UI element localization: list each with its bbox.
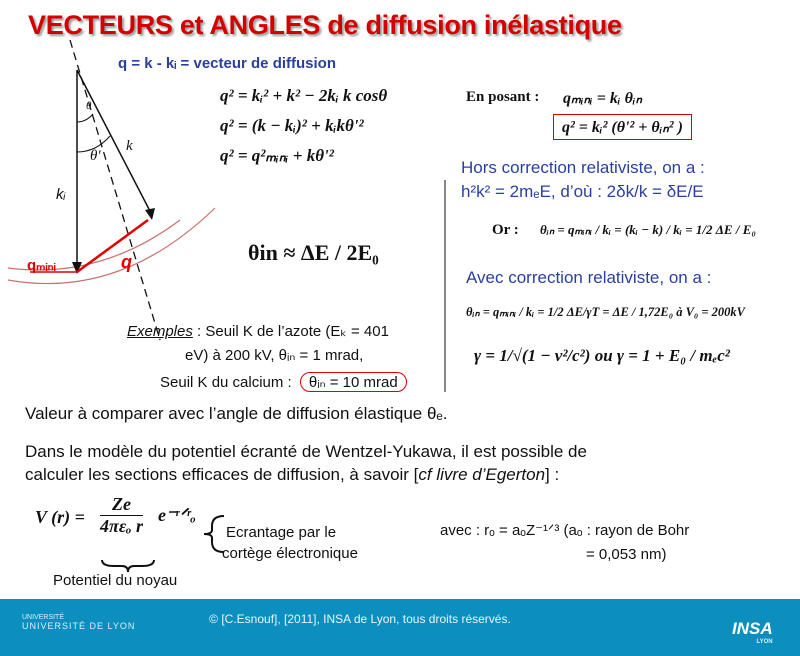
potential-lhs: V (r) = [35,507,85,527]
examples-line-1-text: : Seuil K de l’azote (Eₖ = 401 [192,323,389,340]
university-logo-small: UNIVERSITÉ [22,614,65,621]
paragraph-wentzel-line-2 [25,465,559,485]
avec-r0: avec : rₒ = aₒZ⁻¹ᐟ³ (aₒ : rayon de Bohr [440,522,690,539]
avec-correction-equation: θᵢₙ = qₘᵢₙᵢ / kᵢ = 1/2 ΔE/γT = ΔE / 1,72E₀ à V₀ = 200kV [466,305,746,319]
ecrantage-label: Ecrantage par le [226,524,337,541]
q-definition: q = k - kᵢ = vecteur de diffusion [118,55,337,72]
hors-correction-title: Hors correction relativiste, on a : [461,158,705,177]
examples-line-3-value: θᵢₙ = 10 mrad [300,372,407,392]
diagram-label-theta-prime: θ' [90,148,101,164]
paragraph-wentzel-line-2-a: calculer les sections efficaces de diffusion, à savoir [ [25,465,419,484]
dashed-axis [70,40,160,340]
examples-line-2: eV) à 200 kV, θᵢₙ = 1 mrad, [185,347,364,364]
examples-label: Exemples [127,323,193,340]
diagram-label-k: k [126,138,133,154]
cortege-label: cortège électronique [222,545,358,562]
noyau-label: Potentiel du noyau [53,572,178,589]
k-arrowhead [145,208,155,220]
potential-numerator: Ze [100,494,143,516]
or-equation: θᵢₙ = qₘᵢₙᵢ / kᵢ = (kᵢ − k) / kᵢ = 1/2 ΔE / E₀ [540,222,756,237]
theta-in-approx [248,240,379,266]
diagram-label-theta: θ [86,100,92,112]
copyright-text: © [C.Esnouf], [2011], INSA de Lyon, tous droits réservés. [209,612,511,626]
paragraph-wentzel-line-2-b: ] : [545,465,560,484]
theta-arc [77,114,93,122]
separator-line [444,180,446,392]
footer-bar [0,599,800,656]
diagram-label-ki: kᵢ [56,186,66,203]
university-logo [22,613,135,631]
en-posant-label: En posant : [466,89,540,105]
insa-logo-sub: LYON [756,639,773,645]
insa-logo [732,619,773,645]
page-title: VECTEURS et ANGLES de diffusion inélastique [28,10,622,40]
equation-3: q² = q²ₘᵢₙᵢ + kθ'² [220,146,334,165]
potential-exponential: e⁻ʳᐟʳₒ [158,505,196,525]
paragraph-wentzel-line-1: Dans le modèle du potentiel écranté de Wentzel-Yukawa, il est possible de [25,442,587,461]
equation-1: q² = kᵢ² + k² − 2kᵢ k cosθ [220,86,388,105]
diagram-label-q: q [121,252,132,272]
paragraph-wentzel-egerton: cf livre d’Egerton [418,465,546,484]
university-logo-main: UNIVERSITÉ DE LYON [22,621,136,631]
potential-fraction [100,494,143,537]
paragraph-elastic-angle: Valeur à comparer avec l’angle de diffusion élastique θₑ. [25,404,448,423]
diagram-label-qmini: qₘᵢₙᵢ [27,257,56,274]
examples-line-3 [160,372,407,392]
bohr-value: = 0,053 nm) [586,546,667,563]
hors-correction-relation: h²k² = 2mₑE, d’où : 2δk/k = δE/E [461,182,704,201]
avec-correction-title: Avec correction relativiste, on a : [466,268,712,287]
examples-line-3-prefix: Seuil K du calcium : [160,374,292,391]
or-label: Or : [492,222,519,238]
k-vector [77,70,152,215]
potential-denominator: 4πεₒ r [100,516,143,536]
en-posant-equation: qₘᵢₙᵢ = kᵢ θᵢₙ [563,90,642,107]
insa-logo-text: INSA [732,619,773,638]
theta-in-approx-text: θin ≈ ΔE / 2E₀ [248,240,379,265]
equation-2: q² = (k − kᵢ)² + kᵢkθ'² [220,116,364,135]
examples-line-1 [127,322,389,340]
gamma-equation: γ = 1/√(1 − v²/c²) ou γ = 1 + E₀ / mₑc² [474,346,730,365]
boxed-equation: q² = kᵢ² (θ'² + θᵢₙ² ) [553,114,692,140]
